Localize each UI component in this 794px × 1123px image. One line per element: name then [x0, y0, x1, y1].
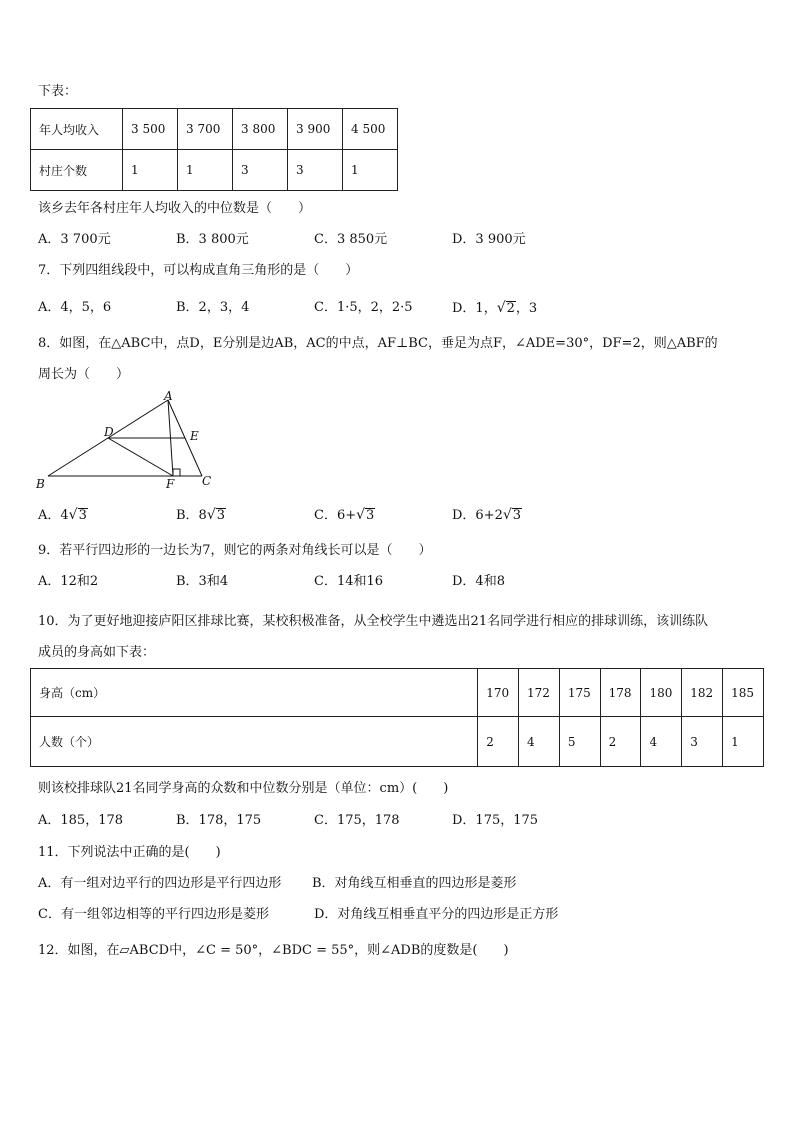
table-cell: 4 500: [343, 109, 398, 150]
table-cell: 1: [343, 150, 398, 191]
table-cell: 3 800: [233, 109, 288, 150]
q8-option-a: [38, 506, 88, 525]
sqrt-sign-icon: √: [356, 507, 366, 523]
q6-option-b: B．3 800元: [176, 232, 249, 247]
q9-question: 9．若平行四边形的一边长为7，则它的两条对角线长可以是（ ）: [38, 543, 432, 558]
q8-option-c: [314, 506, 375, 525]
table-cell: 1: [123, 150, 178, 191]
q7-option-a: A．4，5，6: [38, 300, 112, 315]
table-header-cell: 村庄个数: [31, 150, 123, 191]
q7-option-b: B．2，3，4: [176, 300, 250, 315]
q8-option-c-prefix: C．6+: [314, 508, 357, 523]
q7-option-d-radicand: 2: [506, 301, 515, 316]
table-row: [31, 669, 764, 717]
table-cell: 4: [519, 717, 560, 767]
q6-question: 该乡去年各村庄年人均收入的中位数是（ ）: [38, 201, 312, 216]
q10-line1: 10．为了更好地迎接庐阳区排球比赛，某校积极准备，从全校学生中遴选出21名同学进行相应的排球训练，该训练队: [38, 614, 709, 629]
q11-option-c: C．有一组邻边相等的平行四边形是菱形: [38, 907, 269, 922]
q6-option-c: C．3 850元: [314, 232, 388, 247]
height-table: [30, 668, 764, 767]
q8-option-a-prefix: A．4: [38, 508, 69, 523]
q8-line2: 周长为（ ）: [38, 367, 130, 382]
label-a: A: [164, 389, 173, 403]
q7-option-d: [452, 299, 537, 318]
table-row: [31, 150, 398, 191]
table-cell: 180: [641, 669, 682, 717]
q11-option-a: A．有一组对边平行的四边形是平行四边形: [38, 876, 282, 891]
table-row: [31, 109, 398, 150]
q10-option-b: B．178，175: [176, 813, 262, 828]
label-b: B: [36, 477, 45, 491]
q10-question: 则该校排球队21名同学身高的众数和中位数分别是（单位：cm）( ): [38, 781, 449, 796]
table-cell: 3 500: [123, 109, 178, 150]
q9-option-d: D．4和8: [452, 574, 505, 589]
q10-option-d: D．175，175: [452, 813, 539, 828]
q10-line2: 成员的身高如下表：: [38, 645, 156, 660]
q9-option-b: B．3和4: [176, 574, 229, 589]
q9-option-c: C．14和16: [314, 574, 384, 589]
q11-option-d: D．对角线互相垂直平分的四边形是正方形: [314, 907, 559, 922]
q8-option-d-radicand: 3: [512, 508, 522, 523]
table-cell: 3 700: [178, 109, 233, 150]
label-e: E: [190, 429, 199, 443]
q11-question: 11．下列说法中正确的是( ): [38, 845, 221, 860]
label-c: C: [202, 474, 212, 488]
q8-option-c-radicand: 3: [366, 508, 375, 523]
label-d: D: [104, 425, 114, 439]
table-cell: 3 900: [288, 109, 343, 150]
label-f: F: [166, 477, 175, 491]
q6-intro: 下表：: [38, 84, 78, 99]
table-cell: 175: [559, 669, 600, 717]
right-angle-mark: [173, 469, 180, 476]
q10-option-a: A．185，178: [38, 813, 124, 828]
q10-option-c: C．175，178: [314, 813, 400, 828]
q12-question: 12．如图，在▱ABCD中，∠C = 50°，∠BDC = 55°，则∠ADB的度数是( ): [38, 943, 509, 958]
q8-option-b: [176, 506, 226, 525]
table-cell: 182: [682, 669, 723, 717]
q8-option-b-radicand: 3: [216, 508, 226, 523]
q7-question: 7．下列四组线段中，可以构成直角三角形的是（ ）: [38, 263, 359, 278]
triangle-figure: [30, 388, 230, 493]
sqrt-sign-icon: √: [206, 507, 216, 523]
table-cell: 172: [519, 669, 560, 717]
sqrt-sign-icon: √: [502, 507, 512, 523]
q8-option-b-prefix: B．8: [176, 508, 207, 523]
q6-option-d: D．3 900元: [452, 232, 526, 247]
table-cell: 170: [478, 669, 519, 717]
table-cell: 5: [559, 717, 600, 767]
table-cell: 178: [600, 669, 641, 717]
q9-option-a: A．12和2: [38, 574, 99, 589]
table-cell: 185: [723, 669, 764, 717]
q8-line1: 8．如图，在△ABC中，点D，E分别是边AB，AC的中点，AF⊥BC，垂足为点F，∠ADE=30°，DF=2，则△ABF的: [38, 336, 718, 351]
table-cell: 2: [600, 717, 641, 767]
table-cell: 3: [288, 150, 343, 191]
table-header-cell: 人数（个）: [31, 717, 478, 767]
sqrt-sign-icon: √: [68, 507, 78, 523]
table-header-cell: 身高（cm）: [31, 669, 478, 717]
q7-option-d-suffix: ，3: [515, 301, 538, 316]
sqrt-sign-icon: √: [496, 300, 506, 316]
q8-option-d-prefix: D．6+2: [452, 508, 503, 523]
q8-option-a-radicand: 3: [78, 508, 87, 523]
q7-option-d-prefix: D．1，: [452, 301, 497, 316]
q11-option-b: B．对角线互相垂直的四边形是菱形: [312, 876, 517, 891]
table-cell: 1: [178, 150, 233, 191]
q6-option-a: A．3 700元: [38, 232, 111, 247]
q7-option-c: C．1·5，2，2·5: [314, 300, 413, 315]
q8-option-d: [452, 506, 522, 525]
table-cell: 3: [682, 717, 723, 767]
table-cell: 1: [723, 717, 764, 767]
table-cell: 3: [233, 150, 288, 191]
table-cell: 2: [478, 717, 519, 767]
table-row: [31, 717, 764, 767]
table-header-cell: 年人均收入: [31, 109, 123, 150]
income-table: [30, 108, 398, 191]
table-cell: 4: [641, 717, 682, 767]
segment-df: [108, 438, 173, 476]
